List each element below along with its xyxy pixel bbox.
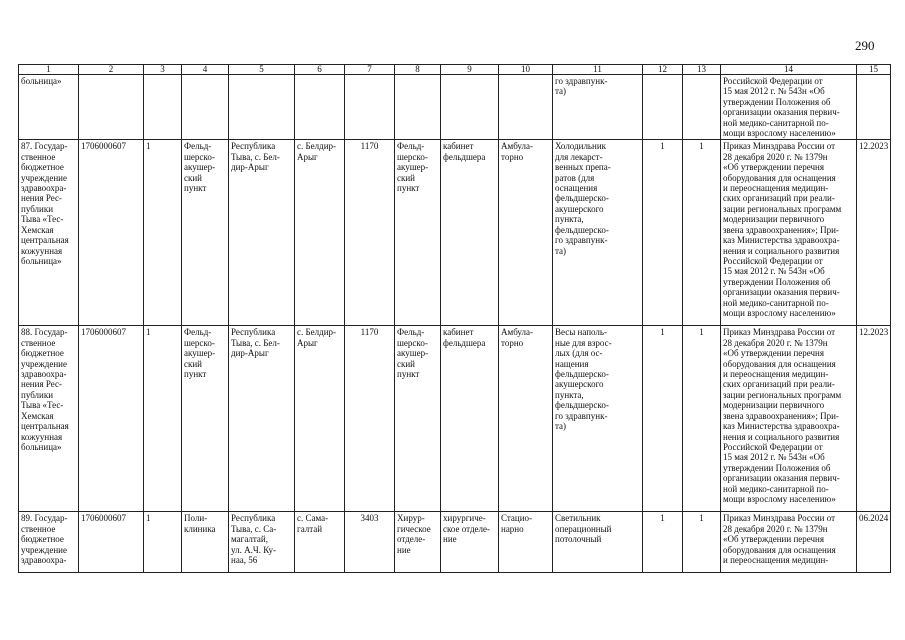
cell-population: 1170 [345, 140, 395, 326]
cell-date: 12.2023 [857, 140, 891, 326]
column-number: 8 [395, 65, 441, 75]
column-number-row [19, 65, 891, 75]
cell-unit-type: Поли- клиника [182, 512, 229, 573]
column-number: 7 [345, 65, 395, 75]
column-number: 4 [182, 65, 229, 75]
cell-locality [295, 75, 345, 140]
cell-unit-type: Фельд- шерско- акушер- ский пункт [182, 140, 229, 326]
cell-date [857, 75, 891, 140]
column-number: 13 [683, 65, 721, 75]
cell-unit-type: Фельд- шерско- акушер- ский пункт [182, 326, 229, 512]
column-number: 14 [721, 65, 857, 75]
column-number: 2 [79, 65, 144, 75]
cell-equipment: Холодильник для лекарст- венных препа- ратов (для оснащения фельдшерско- акушерского пункта, фельдшерско- го здравпунк- та) [553, 140, 643, 326]
cell-inn: 1706000607 [79, 326, 144, 512]
table-row [19, 75, 891, 140]
table-row [19, 140, 891, 326]
table-row [19, 512, 891, 573]
column-number: 10 [499, 65, 553, 75]
cell-legal-basis: Приказ Минздрава России от 28 декабря 2020 г. № 1379н «Об утверждении перечня оборудования для оснащения и переоснащения медицин- ских организаций при реали- зации региональных программ модернизации первичного звена здравоохранения»; При- каз Министерства здравоохра- нения и социального развития Российской Федерации от 15 мая 2012 г. № 543н «Об утверждении Положения об организации оказания первич- ной медико-санитарной по- мощи взрослому населению» [721, 140, 857, 326]
cell-department: Фельд- шерско- акушер- ский пункт [395, 326, 441, 512]
column-number: 9 [441, 65, 499, 75]
page-number: 290 [855, 38, 875, 53]
cell-col13: 1 [683, 512, 721, 573]
cell-organization: 89. Государ- ственное бюджетное учреждение здравоохра- [19, 512, 79, 573]
column-number: 15 [857, 65, 891, 75]
cell-population [345, 75, 395, 140]
cell-locality: с. Сама- галтай [295, 512, 345, 573]
column-number: 11 [553, 65, 643, 75]
cell-col12 [643, 75, 683, 140]
cell-address [229, 75, 295, 140]
cell-locality: с. Белдир- Арыг [295, 140, 345, 326]
cell-col12: 1 [643, 512, 683, 573]
cell-organization: 88. Государ- ственное бюджетное учреждение здравоохра- нения Рес- публики Тыва «Тес- Хемская центральная кожуунная больница» [19, 326, 79, 512]
cell-col3: 1 [144, 512, 182, 573]
cell-locality: с. Белдир- Арыг [295, 326, 345, 512]
cell-date: 06.2024 [857, 512, 891, 573]
cell-room: кабинет фельдшера [441, 140, 499, 326]
cell-address: Республика Тыва, с. Бел- дир-Арыг [229, 326, 295, 512]
cell-equipment: го здравпунк- та) [553, 75, 643, 140]
table-row [19, 326, 891, 512]
cell-address: Республика Тыва, с. Бел- дир-Арыг [229, 140, 295, 326]
cell-inn [79, 75, 144, 140]
cell-population: 3403 [345, 512, 395, 573]
cell-room: кабинет фельдшера [441, 326, 499, 512]
cell-room [441, 75, 499, 140]
cell-population: 1170 [345, 326, 395, 512]
cell-department: Фельд- шерско- акушер- ский пункт [395, 140, 441, 326]
cell-organization: больница» [19, 75, 79, 140]
cell-room: хирургиче- ское отделе- ние [441, 512, 499, 573]
cell-legal-basis: Российской Федерации от 15 мая 2012 г. № 543н «Об утверждении Положения об организации оказания первич- ной медико-санитарной по- мощи взрослому населению» [721, 75, 857, 140]
cell-equipment: Светильник операционный потолочный [553, 512, 643, 573]
cell-col12: 1 [643, 326, 683, 512]
cell-inn: 1706000607 [79, 512, 144, 573]
column-number: 3 [144, 65, 182, 75]
cell-inn: 1706000607 [79, 140, 144, 326]
column-number: 12 [643, 65, 683, 75]
cell-equipment: Весы наполь- ные для взрос- лых (для ос- нащения фельдшерско- акушерского пункта, фельдшерско- го здравпунк- та) [553, 326, 643, 512]
cell-legal-basis: Приказ Минздрава России от 28 декабря 2020 г. № 1379н «Об утверждении перечня оборудования для оснащения и переоснащения медицин- [721, 512, 857, 573]
column-number: 1 [19, 65, 79, 75]
cell-col13: 1 [683, 140, 721, 326]
column-number: 5 [229, 65, 295, 75]
cell-col3: 1 [144, 326, 182, 512]
cell-date: 12.2023 [857, 326, 891, 512]
cell-col13: 1 [683, 326, 721, 512]
column-number: 6 [295, 65, 345, 75]
cell-address: Республика Тыва, с. Са- магалтай, ул. А.Ч. Ку- наа, 56 [229, 512, 295, 573]
cell-col13 [683, 75, 721, 140]
cell-care-form: Амбула- торно [499, 326, 553, 512]
cell-care-form [499, 75, 553, 140]
cell-department [395, 75, 441, 140]
cell-col12: 1 [643, 140, 683, 326]
cell-legal-basis: Приказ Минздрава России от 28 декабря 2020 г. № 1379н «Об утверждении перечня оборудования для оснащения и переоснащения медицин- ских организаций при реали- зации региональных программ модернизации первичного звена здравоохранения»; При- каз Министерства здравоохра- нения и социального развития Российской Федерации от 15 мая 2012 г. № 543н «Об утверждении Положения об организации оказания первич- ной медико-санитарной по- мощи взрослому населению» [721, 326, 857, 512]
cell-care-form: Стацио- нарно [499, 512, 553, 573]
equipment-table [18, 64, 891, 573]
cell-department: Хирур- гическое отделе- ние [395, 512, 441, 573]
cell-organization: 87. Государ- ственное бюджетное учреждение здравоохра- нения Рес- публики Тыва «Тес- Хемская центральная кожуунная больница» [19, 140, 79, 326]
cell-col3: 1 [144, 140, 182, 326]
cell-col3 [144, 75, 182, 140]
cell-care-form: Амбула- торно [499, 140, 553, 326]
cell-unit-type [182, 75, 229, 140]
